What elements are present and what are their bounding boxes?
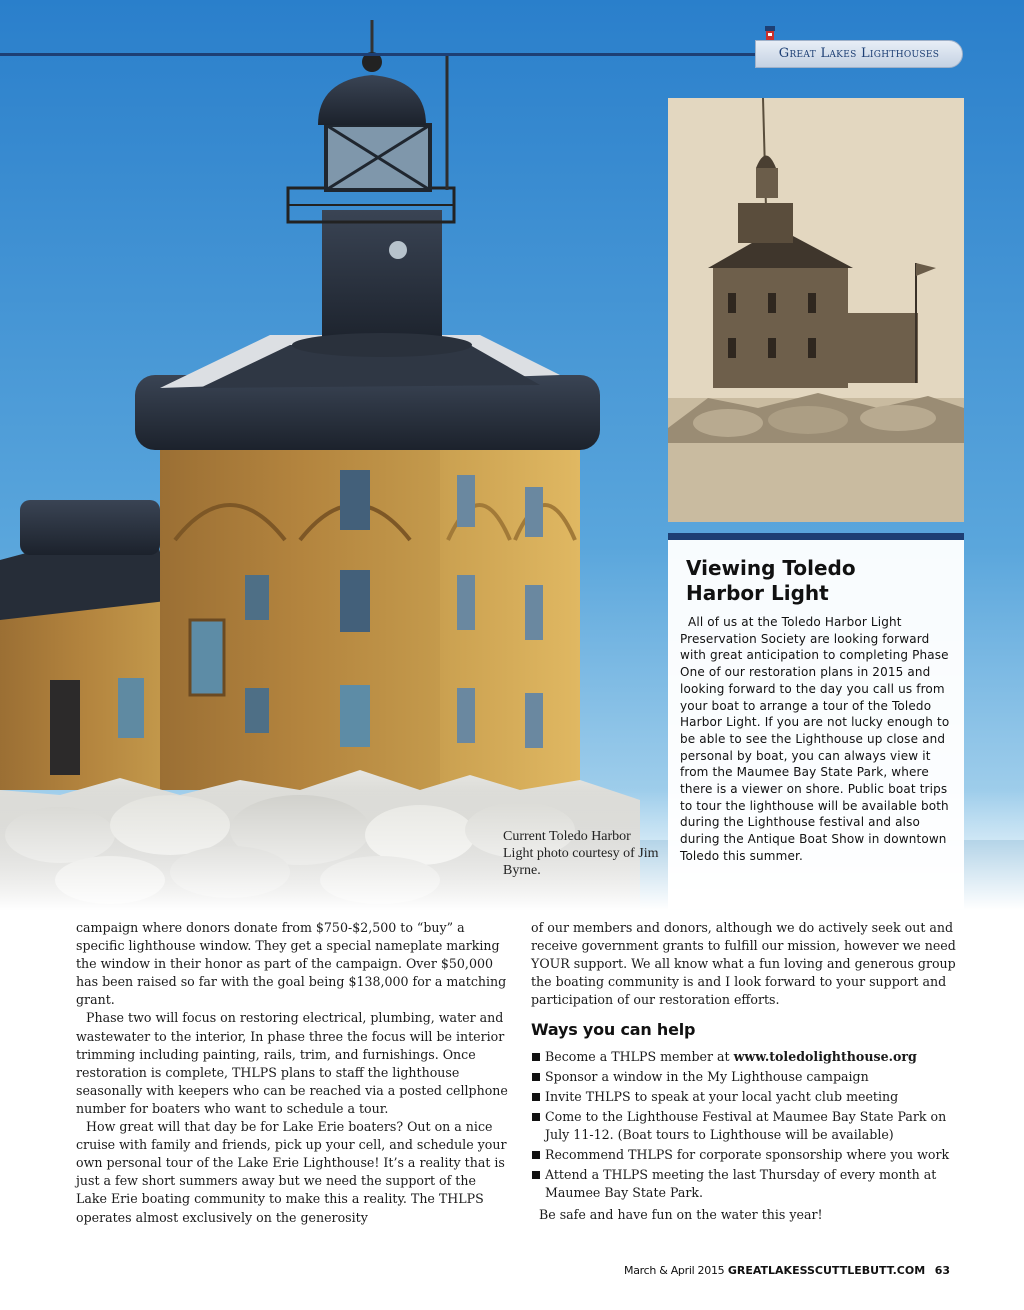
issue-date: March & April 2015 — [624, 1264, 725, 1277]
sidebar-title-line1: Viewing Toledo — [686, 556, 856, 580]
ways-list — [531, 1048, 967, 1203]
section-label: Great Lakes Lighthouses — [755, 40, 963, 68]
article-column-right — [531, 919, 967, 1224]
article-paragraph: of our members and donors, although we do actively seek out and receive government grants to fulfill our mission, however we need YOUR support. We all know what a fun loving and generous group the boating community is and I look forward to your support and participation of our restoration efforts. — [531, 920, 956, 1008]
header-rule — [0, 53, 760, 56]
site-url: GREATLAKESSCUTTLEBUTT.COM — [727, 1264, 926, 1277]
list-item: Come to the Lighthouse Festival at Maumee Bay State Park on July 11-12. (Boat tours to Lighthouse will be available) — [531, 1108, 967, 1144]
list-item-text: Become a THLPS member at — [545, 1048, 734, 1064]
website-link[interactable]: www.toledolighthouse.org — [733, 1048, 917, 1064]
historic-photo — [668, 98, 964, 522]
list-item: Invite THLPS to speak at your local yacht club meeting — [531, 1088, 967, 1106]
sidebar-box — [668, 533, 964, 909]
closing-line: Be safe and have fun on the water this year! — [539, 1207, 823, 1223]
sidebar-title — [686, 556, 952, 606]
list-item — [531, 1048, 967, 1066]
ways-heading: Ways you can help — [531, 1020, 696, 1040]
photo-caption: Current Toledo Harbor Light photo courtesy of Jim Byrne. — [503, 829, 659, 878]
page-number: 63 — [934, 1264, 950, 1277]
article-column-left — [76, 919, 508, 1227]
sidebar-body: All of us at the Toledo Harbor Light Preservation Society are looking forward with great anticipation to completing Phase One of our restoration plans in 2015 and looking forward to the day you call us from your boat to arrange a tour of the Toledo Harbor Light. If you are not lucky enough to be able to see the Lighthouse up close and personal by boat, you can always view it from the Maumee Bay State Park, where there is a viewer on shore. Public boat trips to tour the lighthouse will be available both during the Lighthouse festival and also during the Antique Boat Show in downtown Toledo this summer. — [680, 615, 950, 863]
sidebar-title-line2: Harbor Light — [686, 581, 829, 605]
article-paragraph: campaign where donors donate from $750-$2,500 to “buy” a specific lighthouse window. They get a special nameplate marking the window in their honor as part of the campaign. Over $50,000 has been raised so far with the goal being $138,000 for a matching grant. — [76, 920, 507, 1008]
list-item: Attend a THLPS meeting the last Thursday of every month at Maumee Bay State Park. — [531, 1166, 967, 1202]
article-paragraph: How great will that day be for Lake Erie boaters? Out on a nice cruise with family and friends, pick up your cell, and schedule your own personal tour of the Lake Erie Lighthouse! It’s a reality that is just a few short summers away but we need the support of the Lake Erie boating community to make this a reality. The THLPS operates almost exclusively on the generosity — [76, 1119, 507, 1225]
list-item: Recommend THLPS for corporate sponsorship where you work — [531, 1146, 967, 1164]
page-footer — [560, 1264, 950, 1277]
article-paragraph: Phase two will focus on restoring electrical, plumbing, water and wastewater to the interior, In phase three the focus will be interior trimming including painting, rails, trim, and furnishings. Once restoration is complete, THLPS plans to staff the lighthouse seasonally with keepers who can be reached via a posted cellphone number for boaters who want to schedule a tour. — [76, 1010, 508, 1116]
list-item: Sponsor a window in the My Lighthouse campaign — [531, 1068, 967, 1086]
